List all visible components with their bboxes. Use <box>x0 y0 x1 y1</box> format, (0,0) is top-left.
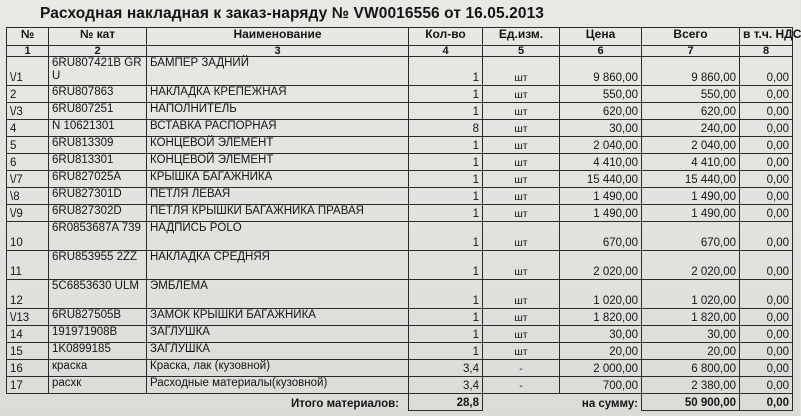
line-total: 20,00 <box>642 343 740 360</box>
line-total: 6 800,00 <box>642 360 740 377</box>
catalog-number: 5C6853630 ULM <box>49 280 147 309</box>
unit: шт <box>483 120 560 137</box>
quantity: 1 <box>409 57 483 86</box>
col-header-unit: Ед.изм. <box>483 28 560 46</box>
unit: шт <box>483 309 560 326</box>
line-total: 1 490,00 <box>642 188 740 205</box>
totals-label-cell <box>7 394 409 411</box>
quantity: 1 <box>409 154 483 171</box>
vat-amount: 0,00 <box>740 171 793 188</box>
table-row <box>7 280 793 309</box>
unit: шт <box>483 188 560 205</box>
col-header-price: Цена <box>560 28 642 46</box>
item-name: ЗАГЛУШКА <box>147 343 409 360</box>
col-number: 2 <box>49 46 147 57</box>
vat-amount: 0,00 <box>740 360 793 377</box>
catalog-number: 6RU813301 <box>49 154 147 171</box>
line-total: 2 380,00 <box>642 377 740 394</box>
header-row <box>7 28 793 46</box>
unit: - <box>483 360 560 377</box>
catalog-number: расхк <box>49 377 147 394</box>
table-row <box>7 188 793 205</box>
item-name: НАКЛАДКА СРЕДНЯЯ <box>147 251 409 280</box>
item-name: КОНЦЕВОЙ ЭЛЕМЕНТ <box>147 154 409 171</box>
table-row <box>7 251 793 280</box>
row-number: \/3 <box>7 103 49 120</box>
price: 1 820,00 <box>560 309 642 326</box>
table-row <box>7 120 793 137</box>
item-name: Краска, лак (кузовной) <box>147 360 409 377</box>
vat-amount: 0,00 <box>740 309 793 326</box>
quantity: 1 <box>409 309 483 326</box>
catalog-number: 6RU827025A <box>49 171 147 188</box>
table-row <box>7 377 793 394</box>
col-header-total: Всего <box>642 28 740 46</box>
table-row <box>7 86 793 103</box>
quantity: 1 <box>409 251 483 280</box>
line-total: 670,00 <box>642 222 740 251</box>
item-name: Расходные материалы(кузовной) <box>147 377 409 394</box>
row-number: \/1 <box>7 57 49 86</box>
catalog-number: 6RU827505B <box>49 309 147 326</box>
row-number: 2 <box>7 86 49 103</box>
item-name: НАКЛАДКА КРЕПЕЖНАЯ <box>147 86 409 103</box>
price: 1 490,00 <box>560 205 642 222</box>
item-name: ЗАГЛУШКА <box>147 326 409 343</box>
table-row <box>7 360 793 377</box>
col-header-qty: Кол-во <box>409 28 483 46</box>
vat-amount: 0,00 <box>740 222 793 251</box>
price: 2 000,00 <box>560 360 642 377</box>
quantity: 1 <box>409 222 483 251</box>
line-total: 550,00 <box>642 86 740 103</box>
vat-amount: 0,00 <box>740 86 793 103</box>
col-header-name: Наименование <box>147 28 409 46</box>
row-number: 16 <box>7 360 49 377</box>
price: 550,00 <box>560 86 642 103</box>
table-row <box>7 205 793 222</box>
price: 1 490,00 <box>560 188 642 205</box>
vat-amount: 0,00 <box>740 120 793 137</box>
row-number: 5 <box>7 137 49 154</box>
table-row <box>7 222 793 251</box>
unit: шт <box>483 222 560 251</box>
item-name: КРЫШКА БАГАЖНИКА <box>147 171 409 188</box>
vat-amount: 0,00 <box>740 377 793 394</box>
vat-amount: 0,00 <box>740 251 793 280</box>
table-row <box>7 57 793 86</box>
unit: шт <box>483 280 560 309</box>
catalog-number: 6RU853955 2ZZ <box>49 251 147 280</box>
line-total: 620,00 <box>642 103 740 120</box>
quantity: 1 <box>409 280 483 309</box>
table-row <box>7 154 793 171</box>
col-header-cat: № кат <box>49 28 147 46</box>
row-number: 10 <box>7 222 49 251</box>
col-number: 5 <box>483 46 560 57</box>
table-row <box>7 137 793 154</box>
unit: шт <box>483 57 560 86</box>
unit: шт <box>483 326 560 343</box>
table-row <box>7 326 793 343</box>
price: 30,00 <box>560 120 642 137</box>
line-total: 15 440,00 <box>642 171 740 188</box>
table-row <box>7 103 793 120</box>
row-number: 17 <box>7 377 49 394</box>
column-number-row <box>7 46 793 57</box>
vat-amount: 0,00 <box>740 205 793 222</box>
price: 2 040,00 <box>560 137 642 154</box>
line-total: 2 040,00 <box>642 137 740 154</box>
row-number: \8 <box>7 188 49 205</box>
price: 620,00 <box>560 103 642 120</box>
catalog-number: 6RU807251 <box>49 103 147 120</box>
invoice-table <box>6 27 801 411</box>
unit: шт <box>483 171 560 188</box>
price: 1 020,00 <box>560 280 642 309</box>
unit: шт <box>483 343 560 360</box>
vat-amount: 0,00 <box>740 57 793 86</box>
col-number: 8 <box>740 46 793 57</box>
price: 20,00 <box>560 343 642 360</box>
price: 670,00 <box>560 222 642 251</box>
item-name: НАПОЛНИТЕЛЬ <box>147 103 409 120</box>
catalog-number: 6RU813309 <box>49 137 147 154</box>
col-number: 6 <box>560 46 642 57</box>
price: 4 410,00 <box>560 154 642 171</box>
catalog-number: N 10621301 <box>49 120 147 137</box>
item-name: ЭМБЛЕМА <box>147 280 409 309</box>
line-total: 9 860,00 <box>642 57 740 86</box>
item-name: БАМПЕР ЗАДНИЙ <box>147 57 409 86</box>
table-row <box>7 343 793 360</box>
row-number: 6 <box>7 154 49 171</box>
price: 15 440,00 <box>560 171 642 188</box>
unit: шт <box>483 137 560 154</box>
row-number: 11 <box>7 251 49 280</box>
quantity: 8 <box>409 120 483 137</box>
quantity: 1 <box>409 86 483 103</box>
catalog-number: 6RU827302D <box>49 205 147 222</box>
item-name: ПЕТЛЯ КРЫШКИ БАГАЖНИКА ПРАВАЯ <box>147 205 409 222</box>
unit: шт <box>483 154 560 171</box>
price: 9 860,00 <box>560 57 642 86</box>
quantity: 1 <box>409 205 483 222</box>
col-number: 7 <box>642 46 740 57</box>
price: 700,00 <box>560 377 642 394</box>
totals-label: Итого материалов: <box>291 397 399 410</box>
catalog-number: 6RU807421B GRU <box>49 57 147 86</box>
invoice-rows <box>7 57 793 394</box>
line-total: 240,00 <box>642 120 740 137</box>
price: 30,00 <box>560 326 642 343</box>
item-name: КОНЦЕВОЙ ЭЛЕМЕНТ <box>147 137 409 154</box>
line-total: 4 410,00 <box>642 154 740 171</box>
table-row <box>7 309 793 326</box>
quantity: 1 <box>409 171 483 188</box>
quantity: 1 <box>409 137 483 154</box>
line-total: 1 820,00 <box>642 309 740 326</box>
quantity: 1 <box>409 103 483 120</box>
price: 2 020,00 <box>560 251 642 280</box>
line-total: 30,00 <box>642 326 740 343</box>
line-total: 1 020,00 <box>642 280 740 309</box>
totals-row <box>7 394 793 411</box>
col-header-num: № <box>7 28 49 46</box>
item-name: НАДПИСЬ POLO <box>147 222 409 251</box>
unit: шт <box>483 205 560 222</box>
quantity: 1 <box>409 343 483 360</box>
unit: - <box>483 377 560 394</box>
vat-amount: 0,00 <box>740 280 793 309</box>
document-title: Расходная накладная к заказ-наряду № VW0016556 от 16.05.2013 <box>40 5 545 22</box>
item-name: ЗАМОК КРЫШКИ БАГАЖНИКА <box>147 309 409 326</box>
catalog-number: 6R0853687A 739 <box>49 222 147 251</box>
row-number: \/7 <box>7 171 49 188</box>
vat-amount: 0,00 <box>740 103 793 120</box>
totals-sum: 50 900,00 <box>642 394 740 411</box>
vat-amount: 0,00 <box>740 188 793 205</box>
catalog-number: 191971908B <box>49 326 147 343</box>
col-number: 1 <box>7 46 49 57</box>
vat-amount: 0,00 <box>740 137 793 154</box>
quantity: 3,4 <box>409 377 483 394</box>
unit: шт <box>483 86 560 103</box>
unit: шт <box>483 251 560 280</box>
quantity: 1 <box>409 188 483 205</box>
line-total: 1 490,00 <box>642 205 740 222</box>
totals-qty: 28,8 <box>409 394 483 411</box>
row-number: 15 <box>7 343 49 360</box>
sum-label: на сумму: <box>581 397 638 410</box>
item-name: ПЕТЛЯ ЛЕВАЯ <box>147 188 409 205</box>
vat-amount: 0,00 <box>740 326 793 343</box>
catalog-number: 6RU827301D <box>49 188 147 205</box>
col-number: 3 <box>147 46 409 57</box>
row-number: 4 <box>7 120 49 137</box>
line-total: 2 020,00 <box>642 251 740 280</box>
quantity: 1 <box>409 326 483 343</box>
item-name: ВСТАВКА РАСПОРНАЯ <box>147 120 409 137</box>
col-number: 4 <box>409 46 483 57</box>
vat-amount: 0,00 <box>740 343 793 360</box>
row-number: 12 <box>7 280 49 309</box>
vat-amount: 0,00 <box>740 154 793 171</box>
totals-vat: 0,00 <box>740 394 793 411</box>
col-header-vat: в т.ч. НДС <box>740 28 793 46</box>
catalog-number: 1K0899185 <box>49 343 147 360</box>
row-number: \/13 <box>7 309 49 326</box>
row-number: 14 <box>7 326 49 343</box>
catalog-number: краска <box>49 360 147 377</box>
quantity: 3,4 <box>409 360 483 377</box>
table-row <box>7 171 793 188</box>
catalog-number: 6RU807863 <box>49 86 147 103</box>
row-number: \/9 <box>7 205 49 222</box>
unit: шт <box>483 103 560 120</box>
